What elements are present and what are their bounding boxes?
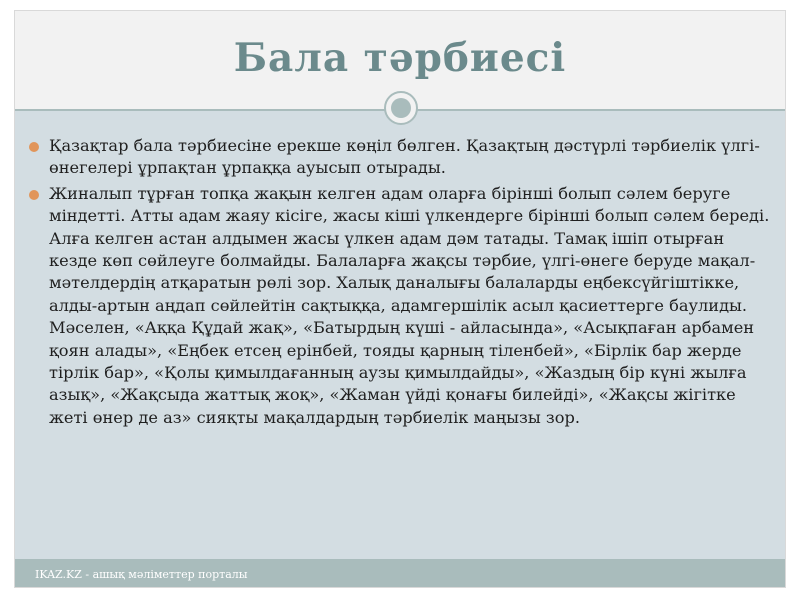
footer-text: IKAZ.KZ - ашық мәліметтер порталы (35, 568, 248, 581)
footer-bar (15, 559, 785, 588)
bullet-dot-icon (29, 190, 39, 200)
bullet-dot-icon (29, 142, 39, 152)
bullet-item (27, 135, 775, 180)
bullet-item (27, 183, 775, 429)
bullet-text: Жиналып тұрған топқа жақын келген адам оларға бірінші болып сәлем беруге міндетті. Атты адам жаяу кісіге, жасы кіші үлкендерге бірінші болып сәлем береді. Алға келген астан алдымен жасы үлкен адам дәм татады. Тамақ ішіп отырған кезде көп сөйлеуге болмайды. Балаларға жақсы тәрбие, үлгі-өнеге беруде мақал-мәтелдердің атқаратын рөлі зор. Халық даналығы балаларды еңбексүйгіштікке, алды-артын аңдап сөйлейтін сақтыққа, адамгершілік асыл қасиеттерге баулиды. Мәселен, «Аққа Құдай жақ», «Батырдың күші - айласында», «Асықпаған арбамен қоян алады», «Еңбек етсең ерінбей, тояды қарның тіленбей», «Бірлік бар жерде тірлік бар», «Қолы қимылдағанның аузы қимылдайды», «Жаздың бір күні жылға азық», «Жақсыда жаттық жоқ», «Жаман үйді қонағы билейді», «Жақсы жігітке жеті өнер де аз» сияқты мақалдардың тәрбиелік маңызы зор. (49, 183, 770, 427)
ring-center (391, 98, 411, 118)
divider-ring-icon (384, 91, 418, 125)
slide (14, 10, 786, 588)
bullet-text: Қазақтар бала тәрбиесіне ерекше көңіл бөлген. Қазақтың дәстүрлі тәрбиелік үлгі-өнегелері ұрпақтан ұрпаққа ауысып отырады. (49, 136, 760, 178)
slide-title: Бала тәрбиесі (233, 35, 567, 81)
content-area (15, 111, 785, 559)
bullet-list (27, 135, 775, 432)
